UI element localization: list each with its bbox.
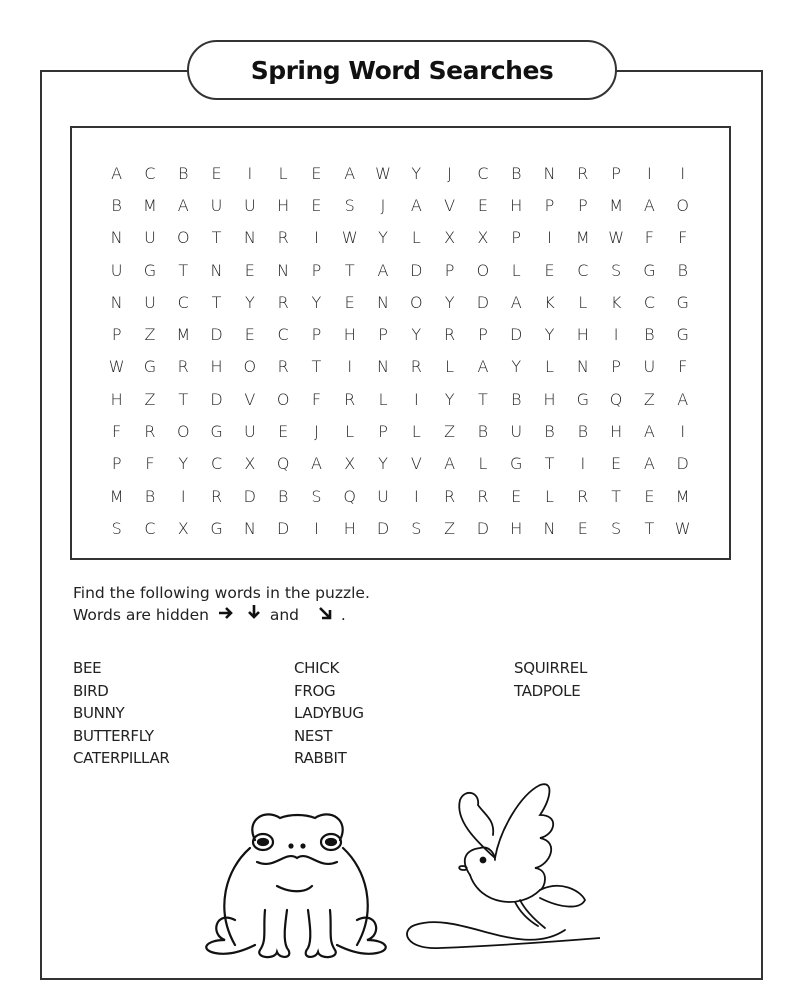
grid-letter: F [644, 228, 654, 248]
grid-letter: U [110, 260, 123, 280]
grid-letter: T [644, 518, 655, 538]
grid-letter: R [144, 422, 156, 442]
grid-letter: J [380, 195, 386, 215]
grid-row [100, 222, 700, 254]
grid-letter: N [243, 518, 256, 538]
grid-letter: A [377, 260, 389, 280]
grid-letter: D [476, 292, 490, 312]
grid-letter: O [176, 422, 190, 442]
grid-letter: K [610, 292, 622, 312]
grid-letter: Q [276, 454, 290, 474]
grid-letter: V [244, 389, 256, 409]
grid-letter: D [376, 518, 390, 538]
grid-letter: C [144, 518, 156, 538]
grid-letter: P [511, 228, 522, 248]
grid-letter: T [344, 260, 355, 280]
grid-row [100, 415, 700, 447]
arrow-right-icon [218, 605, 234, 626]
grid-letter: H [110, 389, 123, 409]
grid-letter: A [643, 422, 655, 442]
grid-letter: F [311, 389, 322, 409]
grid-letter: I [347, 357, 353, 377]
grid-letter: W [608, 228, 625, 248]
grid-letter: L [345, 422, 355, 442]
grid-letter: Y [311, 292, 322, 312]
grid-letter: Z [144, 389, 156, 409]
grid-letter: I [413, 389, 419, 409]
grid-letter: D [510, 325, 523, 345]
grid-letter: O [276, 389, 290, 409]
grid-letter: N [576, 357, 589, 377]
grid-letter: R [444, 486, 456, 506]
grid-letter: H [210, 357, 223, 377]
word-item: FROG [294, 681, 336, 700]
grid-letter: D [676, 454, 689, 474]
letter-grid [100, 157, 700, 545]
grid-letter: R [477, 486, 489, 506]
grid-letter: Q [343, 486, 357, 506]
grid-letter: U [243, 422, 256, 442]
grid-letter: W [341, 228, 358, 248]
grid-letter: A [444, 454, 456, 474]
grid-letter: I [680, 163, 686, 183]
grid-letter: B [644, 325, 655, 345]
grid-letter: N [243, 228, 256, 248]
grid-letter: B [111, 195, 122, 215]
grid-letter: C [277, 325, 289, 345]
grid-letter: T [544, 454, 555, 474]
grid-letter: R [577, 163, 589, 183]
grid-letter: B [577, 422, 589, 442]
grid-letter: B [178, 163, 189, 183]
grid-letter: M [109, 486, 124, 506]
grid-letter: I [547, 228, 552, 248]
grid-letter: I [314, 228, 319, 248]
grid-letter: E [244, 260, 255, 280]
grid-letter: U [210, 195, 223, 215]
grid-letter: U [243, 195, 256, 215]
grid-row [100, 318, 700, 350]
grid-letter: L [411, 422, 421, 442]
grid-letter: L [445, 357, 455, 377]
grid-letter: O [476, 260, 490, 280]
grid-letter: H [510, 195, 523, 215]
grid-letter: O [676, 195, 689, 215]
title-banner [187, 40, 617, 100]
grid-letter: W [108, 357, 125, 377]
grid-letter: P [378, 422, 388, 442]
grid-letter: M [575, 228, 590, 248]
grid-letter: I [580, 454, 586, 474]
grid-letter: A [510, 292, 522, 312]
grid-letter: R [210, 486, 223, 506]
grid-letter: B [477, 422, 489, 442]
grid-letter: P [111, 325, 122, 345]
frog-illustration [195, 800, 395, 960]
grid-letter: L [545, 357, 554, 377]
grid-letter: Y [378, 454, 388, 474]
grid-letter: P [444, 260, 455, 280]
grid-row [100, 351, 700, 383]
grid-letter: A [643, 454, 655, 474]
grid-row [100, 383, 700, 415]
grid-letter: D [210, 389, 223, 409]
grid-letter: I [613, 325, 619, 345]
grid-letter: M [609, 195, 623, 215]
grid-letter: E [244, 325, 255, 345]
grid-row [100, 157, 700, 189]
grid-letter: G [210, 518, 223, 538]
grid-letter: A [677, 389, 689, 409]
grid-letter: D [410, 260, 423, 280]
grid-letter: H [543, 389, 556, 409]
grid-letter: O [176, 228, 190, 248]
word-item: BEE [73, 659, 102, 677]
word-item: CHICK [294, 659, 339, 677]
grid-letter: C [477, 163, 489, 183]
grid-letter: G [643, 260, 656, 280]
grid-letter: F [145, 454, 155, 474]
grid-letter: N [110, 292, 123, 312]
word-list-column-1 [73, 657, 170, 770]
grid-letter: P [111, 454, 122, 474]
grid-letter: R [444, 325, 456, 345]
grid-letter: F [678, 228, 688, 248]
grid-letter: E [611, 454, 622, 474]
grid-letter: Z [444, 518, 456, 538]
grid-letter: V [410, 454, 422, 474]
grid-letter: U [144, 292, 156, 312]
grid-letter: E [644, 486, 655, 506]
grid-letter: E [577, 518, 588, 538]
arrow-down-icon [247, 604, 261, 626]
grid-letter: E [311, 163, 322, 183]
grid-letter: B [277, 486, 289, 506]
grid-letter: Z [444, 422, 456, 442]
grid-letter: I [314, 518, 319, 538]
grid-letter: B [544, 422, 555, 442]
grid-letter: G [676, 325, 689, 345]
grid-letter: B [510, 163, 522, 183]
grid-letter: A [177, 195, 189, 215]
grid-letter: W [674, 518, 691, 538]
grid-letter: C [577, 260, 589, 280]
grid-letter: X [477, 228, 489, 248]
grid-letter: N [377, 292, 389, 312]
grid-letter: U [643, 357, 656, 377]
grid-letter: G [143, 260, 157, 280]
grid-letter: S [344, 195, 355, 215]
grid-letter: E [311, 195, 322, 215]
grid-letter: L [411, 228, 421, 248]
grid-letter: M [143, 195, 157, 215]
instructions-and: and [269, 606, 299, 624]
grid-row [100, 448, 700, 480]
grid-row [100, 512, 700, 544]
grid-letter: N [110, 228, 123, 248]
instructions-prefix: Words are hidden [73, 606, 210, 624]
grid-letter: T [211, 228, 222, 248]
grid-letter: T [211, 292, 222, 312]
grid-letter: X [244, 454, 256, 474]
grid-letter: Z [144, 325, 156, 345]
grid-letter: A [477, 357, 489, 377]
grid-letter: T [178, 389, 189, 409]
grid-letter: T [611, 486, 621, 506]
grid-row [100, 286, 700, 318]
instructions [73, 583, 370, 626]
grid-letter: P [611, 357, 621, 377]
grid-letter: B [677, 260, 688, 280]
word-item: SQUIRREL [514, 659, 588, 677]
grid-letter: W [375, 163, 391, 183]
arrow-diagonal-icon [318, 605, 332, 626]
grid-letter: T [311, 357, 322, 377]
grid-letter: A [310, 454, 322, 474]
grid-letter: O [410, 292, 423, 312]
grid-letter: I [680, 422, 686, 442]
grid-letter: J [447, 163, 452, 183]
grid-letter: P [611, 163, 621, 183]
grid-letter: P [478, 325, 488, 345]
word-item: CATERPILLAR [73, 749, 170, 767]
grid-letter: E [211, 163, 222, 183]
grid-letter: Y [178, 454, 189, 474]
grid-letter: G [143, 357, 157, 377]
grid-letter: N [277, 260, 290, 280]
grid-letter: E [344, 292, 355, 312]
grid-letter: U [510, 422, 523, 442]
grid-letter: S [611, 260, 622, 280]
grid-letter: R [277, 292, 289, 312]
grid-letter: N [377, 357, 389, 377]
grid-letter: A [643, 195, 655, 215]
grid-letter: H [343, 325, 356, 345]
grid-row [100, 189, 700, 221]
grid-letter: P [378, 325, 388, 345]
grid-letter: P [577, 195, 588, 215]
grid-letter: D [276, 518, 290, 538]
word-item: NEST [294, 726, 333, 745]
grid-letter: V [444, 195, 456, 215]
page-title: Spring Word Searches [250, 55, 554, 85]
grid-letter: C [210, 454, 223, 474]
grid-letter: F [112, 422, 122, 442]
word-item: BUTTERFLY [73, 726, 154, 745]
grid-letter: H [610, 422, 623, 442]
grid-letter: R [277, 228, 289, 248]
word-item: RABBIT [294, 749, 347, 767]
grid-letter: M [675, 486, 690, 506]
grid-letter: Y [411, 325, 422, 345]
word-list-column-2 [294, 657, 364, 770]
grid-letter: C [177, 292, 189, 312]
grid-letter: H [510, 518, 523, 538]
word-item: LADYBUG [294, 704, 364, 722]
grid-letter: L [278, 163, 288, 183]
grid-letter: G [676, 292, 689, 312]
grid-letter: Y [378, 228, 388, 248]
grid-letter: H [343, 518, 356, 538]
grid-letter: A [344, 163, 356, 183]
grid-letter: E [544, 260, 555, 280]
grid-letter: X [344, 454, 356, 474]
grid-letter: G [576, 389, 589, 409]
grid-letter: Y [444, 292, 455, 312]
grid-letter: N [543, 163, 556, 183]
grid-letter: F [678, 357, 688, 377]
grid-letter: G [210, 422, 223, 442]
grid-letter: G [510, 454, 523, 474]
grid-letter: N [543, 518, 556, 538]
grid-letter: S [311, 486, 322, 506]
grid-letter: U [144, 228, 156, 248]
grid-letter: T [478, 389, 488, 409]
instructions-line-1: Find the following words in the puzzle. [73, 584, 370, 602]
grid-letter: A [410, 195, 422, 215]
grid-letter: Y [244, 292, 255, 312]
grid-letter: B [144, 486, 156, 506]
grid-letter: A [111, 163, 123, 183]
grid-letter: E [278, 422, 289, 442]
instructions-line-2 [73, 604, 370, 626]
grid-letter: B [510, 389, 522, 409]
grid-letter: P [311, 325, 322, 345]
grid-letter: Y [444, 389, 455, 409]
grid-letter: S [611, 518, 622, 538]
grid-letter: L [378, 389, 388, 409]
grid-letter: X [444, 228, 456, 248]
grid-letter: D [476, 518, 490, 538]
grid-letter: I [180, 486, 186, 506]
grid-letter: I [647, 163, 652, 183]
grid-letter: U [377, 486, 389, 506]
grid-letter: N [210, 260, 223, 280]
grid-letter: R [177, 357, 189, 377]
grid-letter: Q [609, 389, 623, 409]
grid-letter: R [410, 357, 422, 377]
word-item: TADPOLE [514, 681, 581, 700]
grid-letter: O [243, 357, 257, 377]
word-list-column-3 [514, 657, 587, 702]
grid-letter: X [177, 518, 189, 538]
grid-letter: P [544, 195, 555, 215]
grid-letter: I [413, 486, 419, 506]
grid-letter: C [144, 163, 156, 183]
instructions-period: . [340, 606, 346, 624]
grid-letter: D [210, 325, 223, 345]
grid-letter: L [511, 260, 521, 280]
grid-letter: I [247, 163, 253, 183]
grid-letter: E [511, 486, 522, 506]
grid-letter: Z [643, 389, 655, 409]
grid-letter: Y [511, 357, 522, 377]
grid-letter: Y [544, 325, 555, 345]
grid-letter: R [577, 486, 589, 506]
grid-letter: L [578, 292, 588, 312]
grid-letter: R [277, 357, 289, 377]
grid-row [100, 254, 700, 286]
grid-letter: H [576, 325, 589, 345]
grid-letter: T [178, 260, 189, 280]
grid-letter: L [478, 454, 488, 474]
grid-letter: K [544, 292, 555, 312]
grid-letter: M [176, 325, 191, 345]
grid-letter: E [477, 195, 488, 215]
grid-letter: S [111, 518, 122, 538]
grid-letter: H [277, 195, 290, 215]
word-item: BIRD [73, 681, 109, 700]
grid-letter: D [243, 486, 256, 506]
grid-letter: S [411, 518, 422, 538]
word-item: BUNNY [73, 704, 125, 722]
grid-letter: Y [411, 163, 422, 183]
grid-row [100, 480, 700, 512]
grid-letter: P [311, 260, 322, 280]
bird-illustration [400, 780, 600, 950]
grid-letter: C [643, 292, 655, 312]
grid-letter: R [344, 389, 356, 409]
grid-letter: L [545, 486, 554, 506]
grid-letter: J [314, 422, 319, 442]
